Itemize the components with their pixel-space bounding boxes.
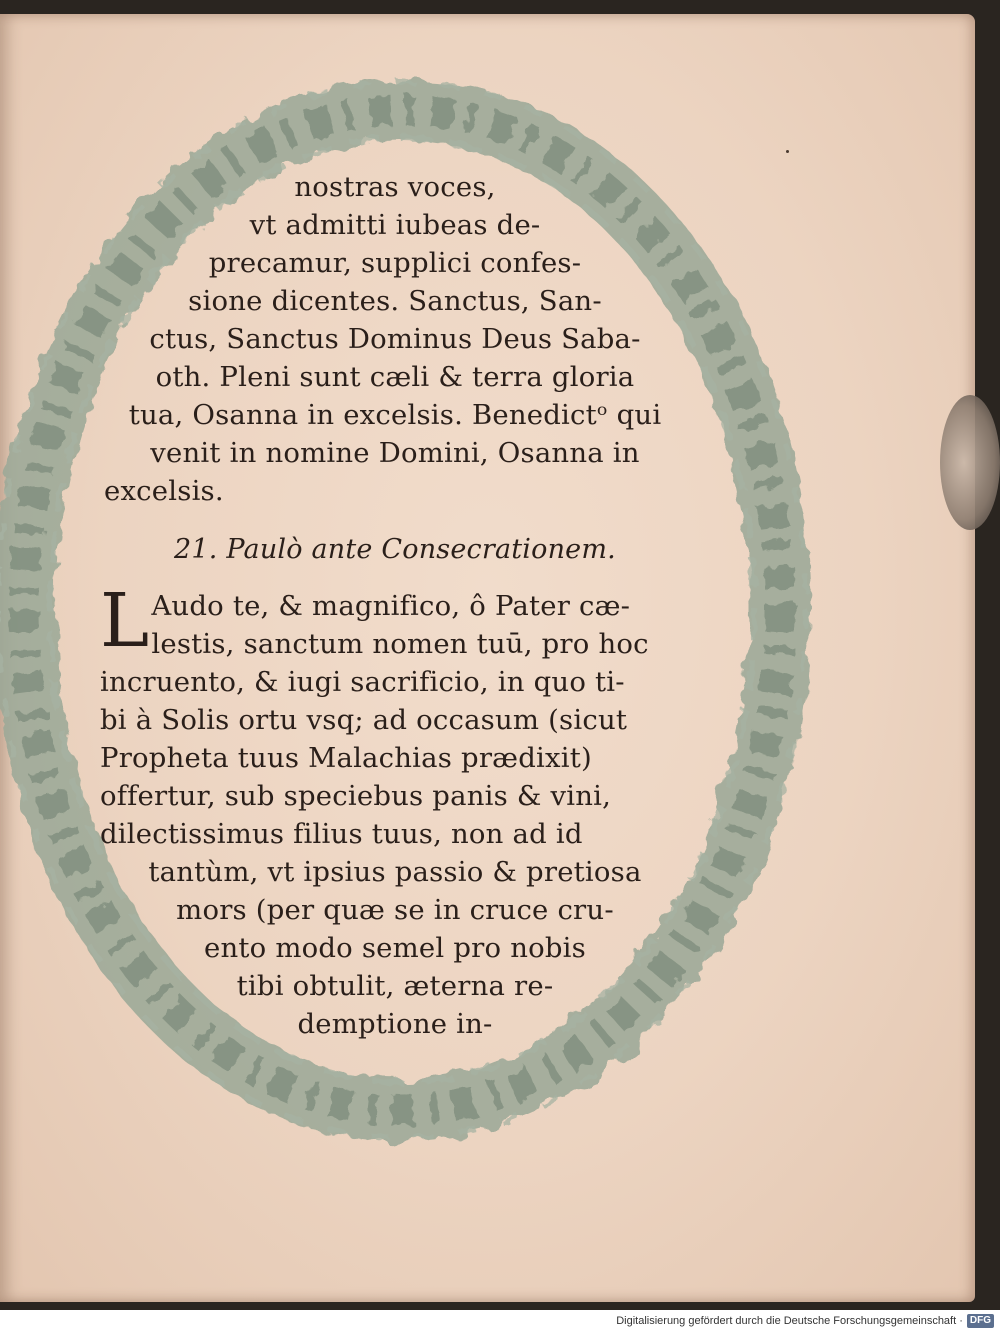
text-line: sione dicentes. Sanctus, San- (188, 285, 602, 317)
text-line: bi à Solis ortu vsq; ad occasum (sicut (100, 704, 628, 736)
paper-speck (786, 150, 789, 153)
paragraph-consecration (100, 578, 690, 1043)
footer-credit: Digitalisierung gefördert durch die Deutsche Forschungsgemeinschaft · (616, 1315, 963, 1327)
text-line: ento modo semel pro nobis (204, 932, 586, 964)
text-line: nostras voces, (294, 171, 496, 203)
text-line: excelsis. (104, 475, 224, 507)
digitization-footer (0, 1310, 1000, 1332)
section-heading: 21. Paulò ante Consecrationem. (174, 534, 616, 565)
text-line: dilectissimus filius tuus, non ad id (100, 818, 583, 850)
text-line: venit in nomine Domini, Osanna in (150, 437, 640, 469)
text-line: offertur, sub speciebus panis & vini, (100, 780, 612, 812)
text-line: tibi obtulit, æterna re- (236, 970, 554, 1002)
text-line: tantùm, vt ipsius passio & pretiosa (148, 856, 642, 888)
text-line: precamur, supplici confes- (208, 247, 582, 279)
text-line: oth. Pleni sunt cæli & terra gloria (155, 361, 635, 393)
text-line: Propheta tuus Malachias prædixit) (100, 742, 592, 774)
text-line: tua, Osanna in excelsis. Benedictᵒ qui (128, 399, 662, 431)
text-line: ctus, Sanctus Dominus Deus Saba- (149, 323, 641, 355)
drop-cap: L (100, 578, 150, 664)
text-line: incruento, & iugi sacrificio, in quo ti- (100, 666, 625, 698)
text-line: mors (per quæ se in cruce cru- (176, 894, 614, 926)
dfg-logo: DFG (967, 1314, 994, 1328)
text-line: demptione in- (297, 1008, 493, 1040)
page-text (100, 168, 690, 1043)
text-line: Audo te, & magnifico, ô Pater cæ- (151, 590, 631, 622)
text-line: vt admitti iubeas de- (249, 209, 541, 241)
text-line: lestis, sanctum nomen tuū, pro hoc (151, 628, 649, 660)
